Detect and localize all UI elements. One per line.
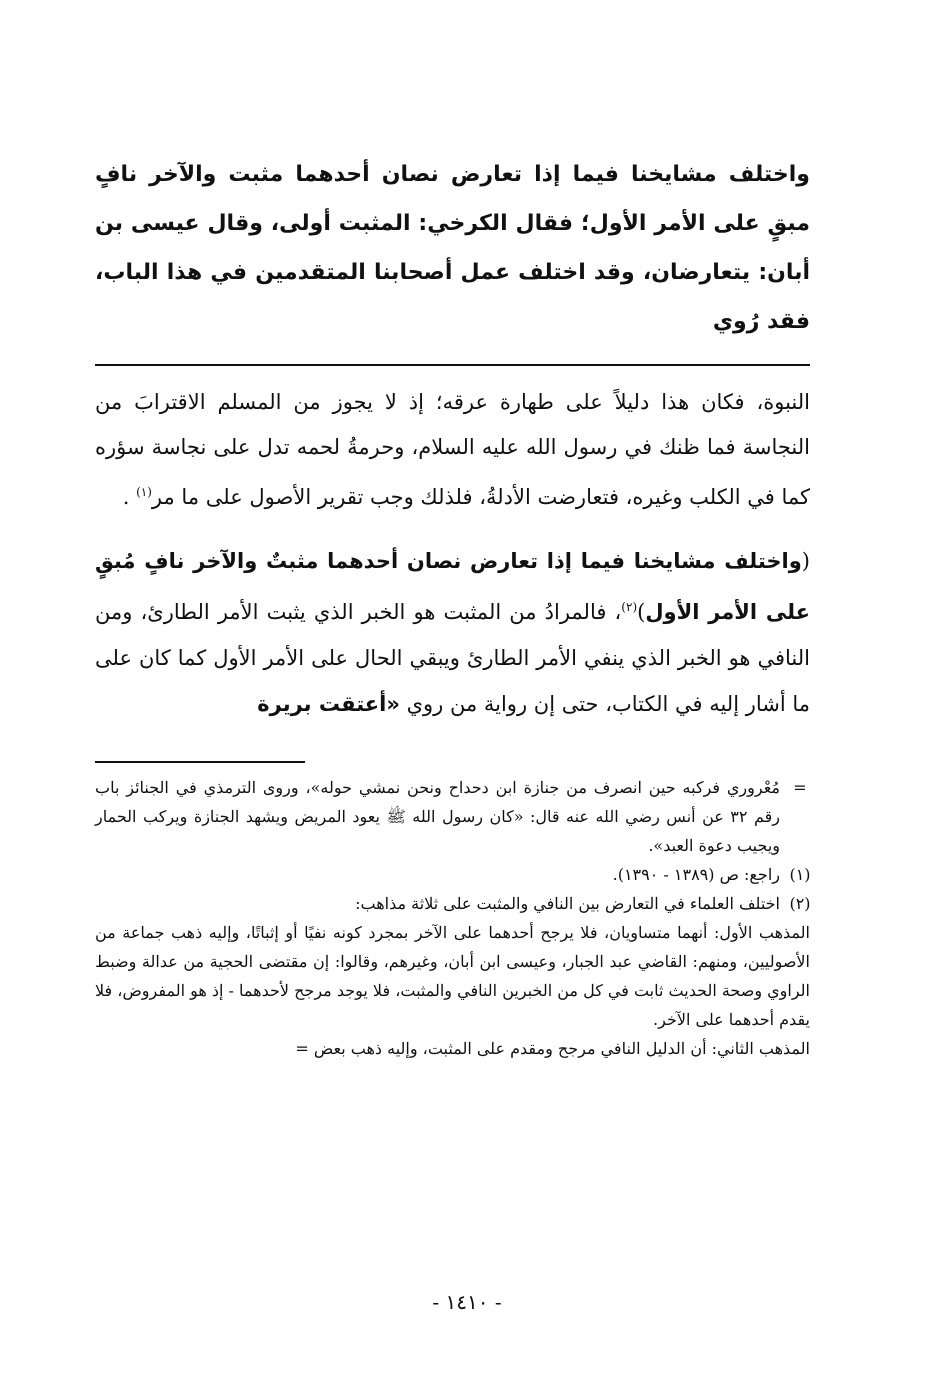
footnote-1-text: راجع: ص (١٣٨٩ - ١٣٩٠). — [612, 865, 780, 884]
page-body — [95, 150, 810, 1063]
sharh-p1-text: النبوة، فكان هذا دليلاً على طهارة عرقه؛ إذ لا يجوز من المسلم الاقترابَ من النجاسة فما ظنك في رسول الله عليه السلام، وحرمةُ لحمه تدل على نجاسة سؤره كما في الكلب وغيره، فتعارضت الأدلةُ، فلذلك وجب تقرير الأصول على ما مر — [95, 390, 810, 509]
sharh-p1-end: . — [122, 485, 137, 509]
footnote-divider — [95, 761, 305, 763]
footnote-2-madhhab-2: المذهب الثاني: أن الدليل النافي مرجح ومقدم على المثبت، وإليه ذهب بعض = — [295, 1039, 810, 1058]
footnote-1 — [95, 860, 810, 889]
continuation-mark: = — [793, 778, 807, 797]
sharh-paragraph-1 — [95, 380, 810, 520]
footnote-2 — [95, 889, 810, 918]
quote-close: ) — [637, 600, 646, 624]
footnote-ref-2[interactable]: (٢) — [621, 600, 638, 614]
matn-divider — [95, 364, 810, 366]
footnote-2-madhhab-1: المذهب الأول: أنهما متساويان، فلا يرجح أحدهما على الآخر بمجرد كونه نفيًا أو إثباتًا، وإليه ذهب جماعة من الأصوليين، ومنهم: القاضي عبد الجبار، وعيسى ابن أبان، وغيرهم، وقالوا: إن مقتضى الحجية من عدالة وضبط الراوي وصحة الحديث ثابت في كل من الخبرين النافي والمثبت، فلا يوجد مرجح لأحدهما - إذ هو المفروض، فلا يقدم أحدهما على الآخر. — [95, 923, 810, 1029]
sharh-paragraph-2 — [95, 538, 810, 727]
footnote-2-mark: (٢) — [789, 894, 811, 913]
matn-text: واختلف مشايخنا فيما إذا تعارض نصان أحدهما مثبت والآخر نافٍ مبقٍ على الأمر الأول؛ فقال الكرخي: المثبت أولى، وقال عيسى بن أبان: يتعارضان، وقد اختلف عمل أصحابنا المتقدمين في هذا الباب، فقد رُوي — [95, 162, 810, 334]
page-number: - ١٤١٠ - — [432, 1290, 502, 1314]
footnote-1-mark: (١) — [789, 865, 811, 884]
hadith-start: «أعتقت بريرة — [257, 692, 400, 716]
quote-open: ( — [801, 549, 810, 573]
footnote-ref-1[interactable]: (١) — [136, 485, 152, 499]
footnote-continuation-text: مُعْروري فركبه حين انصرف من جنازة ابن دحداح ونحن نمشي حوله»، وروى الترمذي في الجنائز باب رقم ٣٢ عن أنس رضي الله عنه قال: «كان رسول الله ﷺ يعود المريض ويشهد الجنازة ويركب الحمار ويجيب دعوة العبد». — [95, 778, 780, 855]
quoted-matn: واختلف مشايخنا فيما إذا تعارض نصان أحدهما مثبتٌ والآخر نافٍ مُبقٍ على الأمر الأول — [95, 549, 811, 624]
sharh-p2-text: ، فالمرادُ من المثبت هو الخبر الذي يثبت الأمر الطارئ، ومن النافي هو الخبر الذي ينفي الأمر الطارئ ويبقي الحال على الأمر الأول كما كان على ما أشار إليه في الكتاب، حتى إن رواية من روي — [95, 600, 810, 716]
footnote-2-text: اختلف العلماء في التعارض بين النافي والمثبت على ثلاثة مذاهب: — [355, 894, 780, 913]
footnote-continuation — [95, 773, 810, 860]
